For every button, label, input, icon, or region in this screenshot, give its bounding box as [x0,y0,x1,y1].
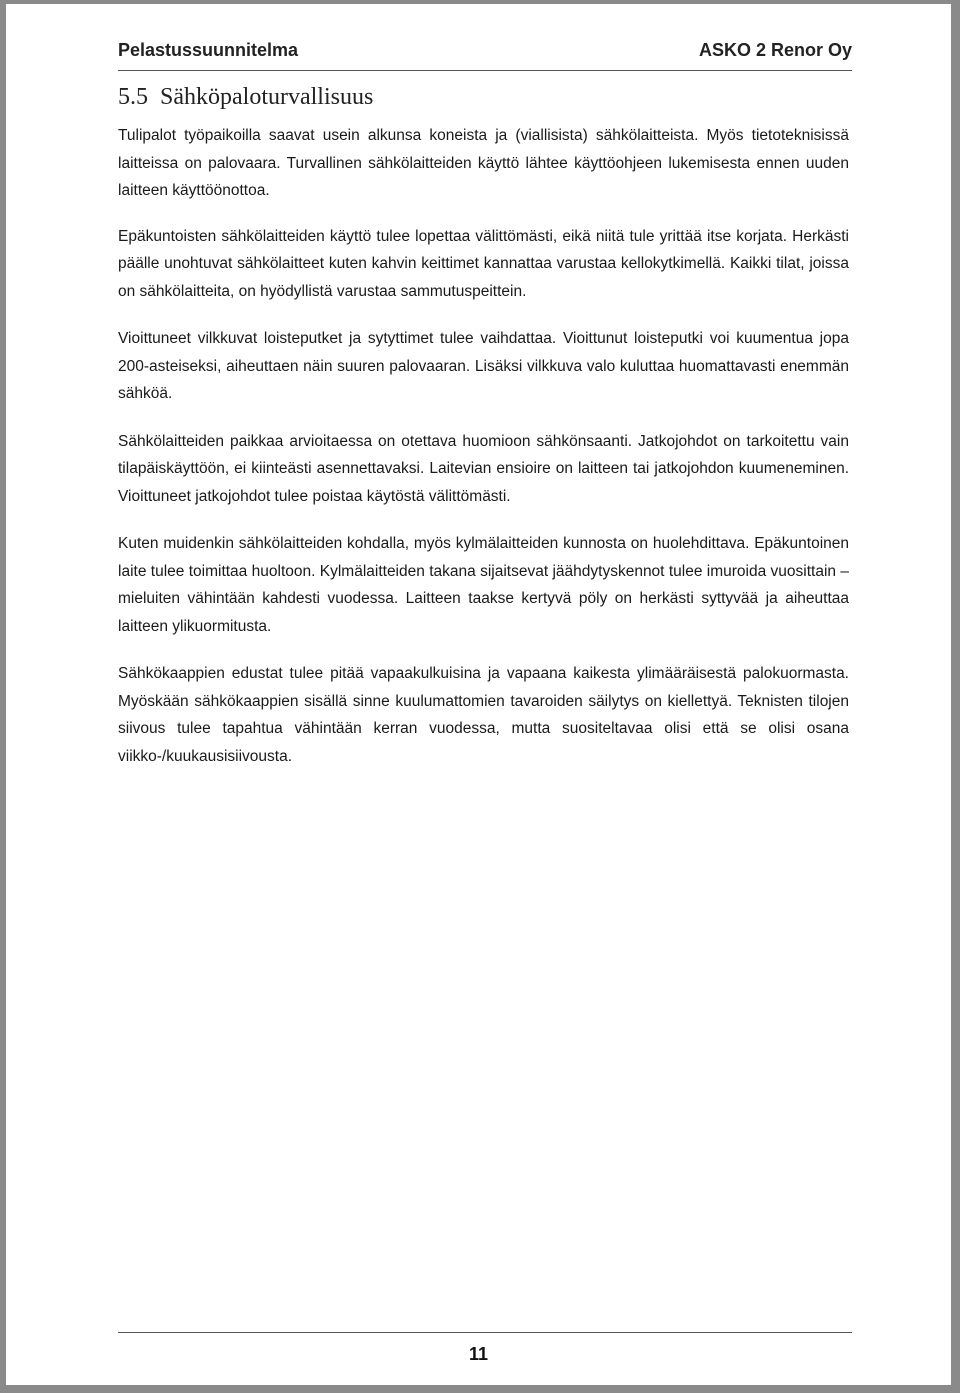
paragraph: Sähkökaappien edustat tulee pitää vapaakulkuisina ja vapaana kaikesta ylimääräisestä palokuormasta. Myöskään sähkökaappien sisällä sinne kuulumattomien tavaroiden säilytys on kiellettyä. Teknisten tilojen siivous tulee tapahtua vähintään kerran vuodessa, mutta suositeltavaa olisi että se olisi osana viikko-/kuukausisiivousta. [118,665,849,765]
section-body [118,122,849,790]
footer-divider [118,1332,852,1333]
section-number: 5.5 [118,84,148,110]
paragraph: Sähkölaitteiden paikkaa arvioitaessa on otettava huomioon sähkönsaanti. Jatkojohdot on tarkoitettu vain tilapäiskäyttöön, ei kiinteästi asennettavaksi. Laitevian ensioire on laitteen tai jatkojohdon kuumeneminen. Vioittuneet jatkojohdot tulee poistaa käytöstä välittömästi. [118,432,849,505]
section-title: Sähköpaloturvallisuus [160,84,374,110]
paragraph: Tulipalot työpaikoilla saavat usein alkunsa koneista ja (viallisista) sähkölaitteista. Myös tietoteknisissä laitteissa on palovaara. Turvallinen sähkölaitteiden käyttö lähtee käyttöohjeen lukemisesta ennen uuden laitteen käyttöönottoa. [118,127,849,199]
company-name: ASKO 2 Renor Oy [698,40,852,60]
section-heading [118,84,373,111]
document-title: Pelastussuunnitelma [118,40,299,60]
paragraph: Vioittuneet vilkkuvat loisteputket ja sytyttimet tulee vaihdattaa. Vioittunut loisteputki voi kuumentua jopa 200-asteiseksi, aiheuttaen näin suuren palovaaran. Lisäksi vilkkuva valo kuluttaa huomattavasti enemmän sähköä. [118,330,849,402]
paragraph: Kuten muidenkin sähkölaitteiden kohdalla, myös kylmälaitteiden kunnosta on huolehdittava. Epäkuntoinen laite tulee toimittaa huoltoon. Kylmälaitteiden takana sijaitsevat jäähdytyskennot tulee imuroida vuosittain – mieluiten vähintään kahdesti vuodessa. Laitteen taakse kertyvä pöly on herkästi syttyvää ja aiheuttaa laitteen ylikuormitusta. [118,535,849,635]
page-number: 11 [468,1344,489,1364]
paragraph: Epäkuntoisten sähkölaitteiden käyttö tulee lopettaa välittömästi, eikä niitä tule yrittää itse korjata. Herkästi päälle unohtuvat sähkölaitteet kuten kahvin keittimet kannattaa varustaa kellokytkimellä. Kaikki tilat, joissa on sähkölaitteita, on hyödyllistä varustaa sammutuspeittein. [118,227,849,300]
page-header [118,40,852,71]
document-page [6,4,951,1385]
